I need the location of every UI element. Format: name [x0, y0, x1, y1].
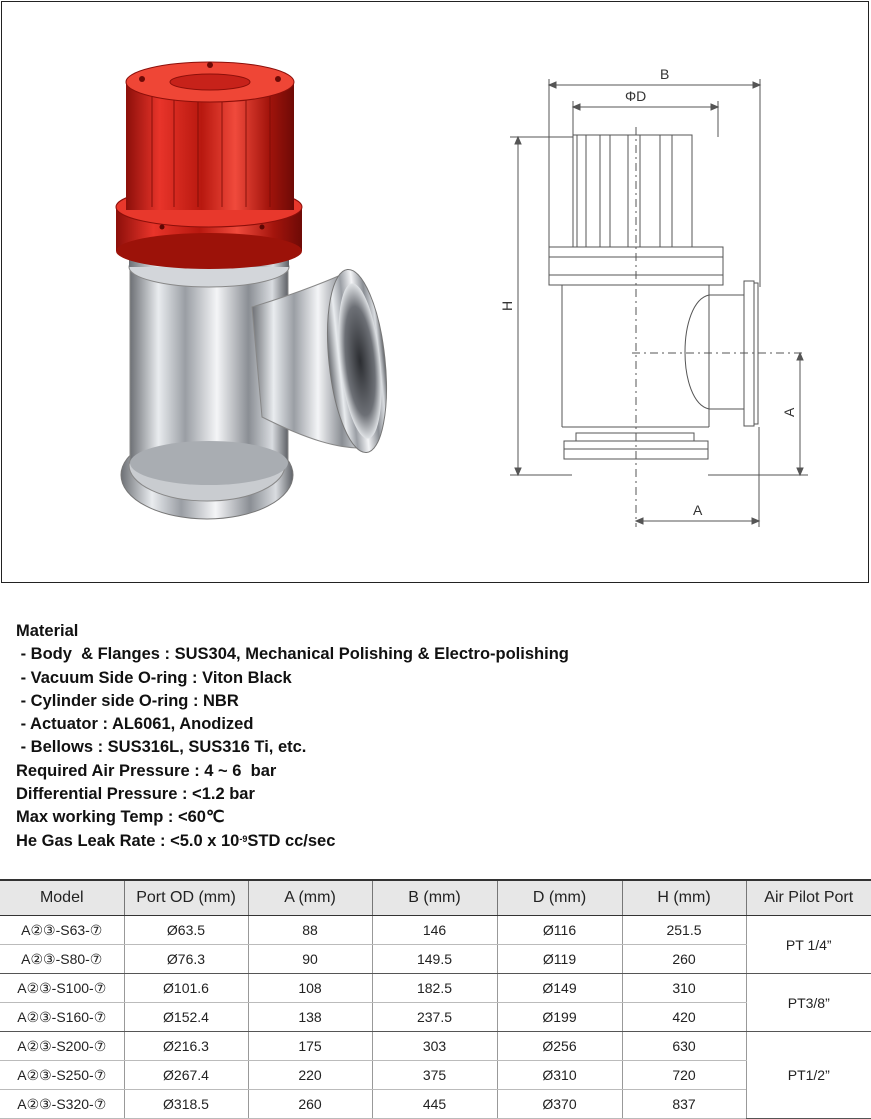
header-a: A (mm): [248, 880, 372, 916]
table-row: [0, 916, 871, 945]
cell-model: A②③-S80-⑦: [0, 945, 124, 974]
table-row: [0, 1003, 871, 1032]
leak-rate-suffix: STD cc/sec: [247, 831, 336, 850]
cell-a: 175: [248, 1032, 372, 1061]
specifications: [16, 620, 776, 853]
cell-b: 375: [372, 1061, 497, 1090]
leak-rate-exponent: -9: [239, 833, 248, 844]
cell-b: 146: [372, 916, 497, 945]
cell-d: Ø256: [497, 1032, 622, 1061]
cell-b: 303: [372, 1032, 497, 1061]
cell-model: A②③-S160-⑦: [0, 1003, 124, 1032]
spec-bellows: - Bellows : SUS316L, SUS316 Ti, etc.: [16, 738, 307, 757]
dim-label-a-side: A: [781, 407, 797, 417]
spec-max-temp: Max working Temp : <60℃: [16, 808, 225, 827]
cell-air-pilot-port: PT 1/4”: [746, 916, 871, 974]
cell-a: 260: [248, 1090, 372, 1119]
cell-port-od: Ø76.3: [124, 945, 248, 974]
header-air-pilot-port: Air Pilot Port: [746, 880, 871, 916]
cell-port-od: Ø63.5: [124, 916, 248, 945]
valve-product-photo: [102, 57, 402, 537]
spec-air-pressure: Required Air Pressure : 4 ~ 6 bar: [16, 761, 277, 780]
dim-label-b: B: [660, 66, 670, 82]
dim-label-a-bottom: A: [693, 502, 703, 518]
dim-label-h: H: [499, 300, 515, 311]
cell-model: A②③-S250-⑦: [0, 1061, 124, 1090]
header-h: H (mm): [622, 880, 746, 916]
cell-a: 138: [248, 1003, 372, 1032]
cell-h: 251.5: [622, 916, 746, 945]
dimension-table: [0, 879, 871, 1119]
cell-port-od: Ø267.4: [124, 1061, 248, 1090]
cell-port-od: Ø318.5: [124, 1090, 248, 1119]
cell-h: 420: [622, 1003, 746, 1032]
cell-port-od: Ø101.6: [124, 974, 248, 1003]
cell-a: 90: [248, 945, 372, 974]
leak-rate-prefix: He Gas Leak Rate : <5.0 x 10: [16, 831, 240, 850]
cell-air-pilot-port: PT1/2”: [746, 1032, 871, 1119]
cell-h: 260: [622, 945, 746, 974]
cell-h: 310: [622, 974, 746, 1003]
cell-port-od: Ø152.4: [124, 1003, 248, 1032]
dim-label-d: ΦD: [625, 88, 647, 104]
spec-body-flanges: - Body & Flanges : SUS304, Mechanical Polishing & Electro-polishing: [16, 645, 569, 664]
spec-cylinder-oring: - Cylinder side O-ring : NBR: [16, 691, 239, 710]
spec-differential-pressure: Differential Pressure : <1.2 bar: [16, 785, 255, 804]
table-row: [0, 974, 871, 1003]
cell-a: 108: [248, 974, 372, 1003]
cell-a: 88: [248, 916, 372, 945]
cell-air-pilot-port: PT3/8”: [746, 974, 871, 1032]
header-d: D (mm): [497, 880, 622, 916]
cell-b: 182.5: [372, 974, 497, 1003]
table-header-row: [0, 880, 871, 916]
cell-model: A②③-S200-⑦: [0, 1032, 124, 1061]
cell-d: Ø116: [497, 916, 622, 945]
cell-d: Ø149: [497, 974, 622, 1003]
cell-h: 837: [622, 1090, 746, 1119]
cell-model: A②③-S320-⑦: [0, 1090, 124, 1119]
table-row: [0, 1061, 871, 1090]
header-port-od: Port OD (mm): [124, 880, 248, 916]
cell-d: Ø310: [497, 1061, 622, 1090]
cell-port-od: Ø216.3: [124, 1032, 248, 1061]
spec-actuator: - Actuator : AL6061, Anodized: [16, 715, 254, 734]
cell-b: 445: [372, 1090, 497, 1119]
cell-b: 149.5: [372, 945, 497, 974]
table-row: [0, 1032, 871, 1061]
spec-leak-rate: [16, 830, 776, 853]
cell-h: 720: [622, 1061, 746, 1090]
cell-h: 630: [622, 1032, 746, 1061]
table-row: [0, 1090, 871, 1119]
cell-model: A②③-S100-⑦: [0, 974, 124, 1003]
dimension-drawing: [482, 57, 822, 537]
product-figure-panel: [1, 1, 869, 583]
cell-d: Ø199: [497, 1003, 622, 1032]
cell-a: 220: [248, 1061, 372, 1090]
material-heading: Material: [16, 622, 79, 640]
cell-d: Ø370: [497, 1090, 622, 1119]
spec-vacuum-oring: - Vacuum Side O-ring : Viton Black: [16, 668, 292, 687]
header-model: Model: [0, 880, 124, 916]
cell-b: 237.5: [372, 1003, 497, 1032]
cell-d: Ø119: [497, 945, 622, 974]
header-b: B (mm): [372, 880, 497, 916]
cell-model: A②③-S63-⑦: [0, 916, 124, 945]
table-row: [0, 945, 871, 974]
